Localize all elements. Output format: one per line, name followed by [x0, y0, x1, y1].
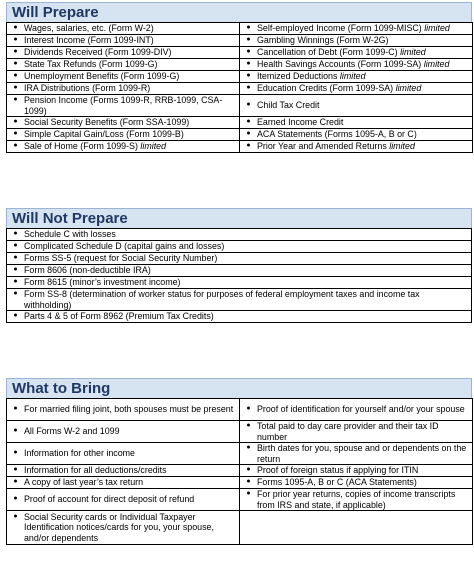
item-label: Forms 1095-A, B or C (ACA Statements)	[257, 477, 417, 488]
list-item-text	[257, 71, 470, 81]
table-row	[7, 311, 472, 323]
table-cell	[7, 311, 472, 323]
item-label: Forms SS-5 (request for Social Security Number)	[24, 253, 218, 264]
table-cell	[7, 399, 240, 421]
bullet-icon: ●	[13, 48, 18, 56]
bullet-icon: ●	[13, 449, 18, 457]
list-item-text	[24, 241, 469, 251]
table-cell	[240, 95, 473, 117]
list-item-text	[24, 448, 237, 458]
table-row	[7, 23, 473, 35]
table-row	[7, 117, 473, 129]
list-item-text	[257, 59, 470, 69]
table-cell	[240, 465, 473, 477]
table-row	[7, 59, 473, 71]
will-prepare-section	[6, 2, 472, 153]
table-row	[7, 47, 473, 59]
item-label: Information for all deductions/credits	[24, 465, 167, 476]
item-label: Wages, salaries, etc. (Form W-2)	[24, 23, 154, 34]
list-item-text	[257, 477, 470, 487]
bullet-icon: ●	[13, 84, 18, 92]
table-cell	[240, 477, 473, 489]
list-item-text	[24, 494, 237, 504]
table-cell	[7, 465, 240, 477]
table-row	[7, 443, 473, 465]
will-not-prepare-table	[6, 228, 472, 323]
list-item-text	[257, 83, 470, 93]
table-cell	[7, 289, 472, 311]
item-label: Education Credits (Form 1099-SA)	[257, 83, 394, 94]
item-label: Proof of account for direct deposit of refund	[24, 494, 195, 505]
list-item-text	[24, 289, 469, 309]
table-cell	[7, 59, 240, 71]
what-to-bring-table	[6, 398, 473, 545]
list-item-text	[24, 277, 469, 287]
bullet-icon: ●	[13, 142, 18, 150]
table-cell	[7, 141, 240, 153]
bullet-icon: ●	[13, 427, 18, 435]
list-item-text	[24, 83, 237, 93]
item-label: Child Tax Credit	[257, 100, 320, 111]
will-not-prepare-header	[6, 208, 472, 228]
item-label: Pension Income (Forms 1099-R, RRB-1099, CSA-1099)	[24, 95, 223, 116]
item-label: For married filing joint, both spouses must be present	[24, 404, 234, 415]
bullet-icon: ●	[13, 36, 18, 44]
table-cell	[7, 477, 240, 489]
table-cell	[240, 443, 473, 465]
list-item-text	[24, 229, 469, 239]
bullet-icon: ●	[13, 60, 18, 68]
table-cell	[240, 59, 473, 71]
list-item-text	[24, 59, 237, 69]
bullet-icon: ●	[13, 312, 18, 320]
bullet-icon: ●	[246, 101, 251, 109]
item-label: Simple Capital Gain/Loss (Form 1099-B)	[24, 129, 184, 140]
list-item-text	[257, 489, 470, 509]
item-label: Interest Income (Form 1099-INT)	[24, 35, 154, 46]
item-label: All Forms W-2 and 1099	[24, 426, 120, 437]
list-item-text	[24, 512, 237, 543]
table-row	[7, 95, 473, 117]
table-cell	[240, 47, 473, 59]
list-item-text	[24, 141, 237, 151]
table-cell	[240, 117, 473, 129]
item-label: Social Security cards or Individual Taxpayer Identification notices/cards for you, your spouse, and/or dependents	[24, 512, 214, 543]
table-cell	[240, 129, 473, 141]
table-cell	[7, 95, 240, 117]
table-row	[7, 129, 473, 141]
bullet-icon: ●	[246, 84, 251, 92]
limited-note: limited	[339, 71, 366, 82]
table-cell	[240, 83, 473, 95]
table-cell	[240, 399, 473, 421]
will-prepare-table	[6, 22, 473, 153]
what-to-bring-title: What to Bring	[12, 380, 111, 397]
list-item-text	[24, 477, 237, 487]
item-label: Prior Year and Amended Returns	[257, 141, 387, 152]
table-cell	[7, 241, 472, 253]
item-label: Gambling Winnings (Form W-2G)	[257, 35, 389, 46]
bullet-icon: ●	[246, 72, 251, 80]
bullet-icon: ●	[246, 60, 251, 68]
table-cell	[7, 253, 472, 265]
table-cell	[240, 489, 473, 511]
bullet-icon: ●	[13, 230, 18, 238]
table-cell	[7, 229, 472, 241]
bullet-icon: ●	[13, 495, 18, 503]
table-cell	[7, 47, 240, 59]
table-cell	[240, 23, 473, 35]
list-item-text	[24, 404, 237, 414]
will-prepare-header	[6, 2, 472, 22]
table-row	[7, 71, 473, 83]
bullet-icon: ●	[13, 278, 18, 286]
table-cell	[7, 117, 240, 129]
item-label: For prior year returns, copies of income transcripts from IRS and state, if applicable)	[257, 489, 456, 510]
list-item-text	[24, 23, 237, 33]
item-label: State Tax Refunds (Form 1099-G)	[24, 59, 158, 70]
item-label: Health Savings Accounts (Form 1099-SA)	[257, 59, 422, 70]
limited-note: limited	[400, 47, 426, 58]
item-label: ACA Statements (Forms 1095-A, B or C)	[257, 129, 417, 140]
bullet-icon: ●	[13, 254, 18, 262]
table-row	[7, 35, 473, 47]
bullet-icon: ●	[246, 466, 251, 474]
list-item-text	[24, 129, 237, 139]
item-label: Earned Income Credit	[257, 117, 344, 128]
limited-note: limited	[423, 59, 450, 70]
list-item-text	[257, 421, 470, 441]
item-label: Schedule C with losses	[24, 229, 116, 240]
bullet-icon: ●	[13, 118, 18, 126]
item-label: IRA Distributions (Form 1099-R)	[24, 83, 151, 94]
list-item-text	[257, 443, 470, 463]
item-label: Self-employed Income (Form 1099-MISC)	[257, 23, 422, 34]
will-not-prepare-section	[6, 208, 472, 323]
bullet-icon: ●	[246, 405, 251, 413]
table-cell	[7, 443, 240, 465]
table-row	[7, 241, 472, 253]
table-cell	[7, 35, 240, 47]
item-label: Information for other income	[24, 448, 135, 459]
table-row	[7, 253, 472, 265]
table-row	[7, 265, 472, 277]
table-row	[7, 83, 473, 95]
list-item-text	[257, 47, 470, 57]
table-row	[7, 511, 473, 545]
item-label: Unemployment Benefits (Form 1099-G)	[24, 71, 180, 82]
limited-note: limited	[389, 141, 415, 152]
table-row	[7, 399, 473, 421]
list-item-text	[24, 95, 237, 115]
bullet-icon: ●	[246, 24, 251, 32]
list-item-text	[24, 253, 469, 263]
table-cell	[240, 511, 473, 545]
list-item-text	[24, 265, 469, 275]
item-label: Total paid to day care provider and their tax ID number	[257, 421, 439, 442]
bullet-icon: ●	[13, 290, 18, 298]
limited-note: limited	[395, 83, 422, 94]
item-label: Complicated Schedule D (capital gains and losses)	[24, 241, 225, 252]
table-row	[7, 277, 472, 289]
table-cell	[240, 35, 473, 47]
bullet-icon: ●	[13, 266, 18, 274]
list-item-text	[257, 100, 470, 110]
item-label: Form 8606 (non-deductible IRA)	[24, 265, 151, 276]
bullet-icon: ●	[13, 96, 18, 104]
bullet-icon: ●	[246, 142, 251, 150]
item-label: Proof of foreign status if applying for ITIN	[257, 465, 419, 476]
bullet-icon: ●	[13, 513, 18, 521]
item-label: Parts 4 & 5 of Form 8962 (Premium Tax Credits)	[24, 311, 214, 322]
list-item-text	[24, 426, 237, 436]
bullet-icon: ●	[13, 72, 18, 80]
bullet-icon: ●	[246, 130, 251, 138]
table-cell	[240, 421, 473, 443]
bullet-icon: ●	[13, 24, 18, 32]
table-row	[7, 465, 473, 477]
list-item-text	[24, 117, 237, 127]
item-label: Itemized Deductions	[257, 71, 338, 82]
limited-note: limited	[140, 141, 167, 152]
item-label: Social Security Benefits (Form SSA-1099)	[24, 117, 190, 128]
what-to-bring-section	[6, 378, 472, 545]
table-cell	[7, 421, 240, 443]
list-item-text	[257, 404, 470, 414]
bullet-icon: ●	[13, 478, 18, 486]
list-item-text	[257, 129, 470, 139]
list-item-text	[24, 71, 237, 81]
item-label: Sale of Home (Form 1099-S)	[24, 141, 138, 152]
list-item-text	[24, 311, 469, 321]
table-row	[7, 229, 472, 241]
limited-note: limited	[424, 23, 450, 34]
bullet-icon: ●	[13, 405, 18, 413]
list-item-text	[257, 465, 470, 475]
table-cell	[7, 489, 240, 511]
table-cell	[240, 141, 473, 153]
list-item-text	[257, 35, 470, 45]
item-label: Cancellation of Debt (Form 1099-C)	[257, 47, 398, 58]
bullet-icon: ●	[13, 242, 18, 250]
table-cell	[240, 71, 473, 83]
item-label: Birth dates for you, spouse and or dependents on the return	[257, 443, 467, 464]
bullet-icon: ●	[246, 118, 251, 126]
table-cell	[7, 23, 240, 35]
bullet-icon: ●	[246, 48, 251, 56]
table-row	[7, 489, 473, 511]
item-label: Proof of identification for yourself and/or your spouse	[257, 404, 465, 415]
table-row	[7, 141, 473, 153]
will-prepare-title: Will Prepare	[12, 4, 99, 21]
bullet-icon: ●	[246, 422, 251, 430]
bullet-icon: ●	[246, 36, 251, 44]
table-row	[7, 477, 473, 489]
table-cell	[7, 511, 240, 545]
table-cell	[7, 265, 472, 277]
table-cell	[7, 83, 240, 95]
list-item-text	[24, 47, 237, 57]
what-to-bring-header	[6, 378, 472, 398]
list-item-text	[257, 117, 470, 127]
item-label: A copy of last year’s tax return	[24, 477, 144, 488]
table-cell	[7, 277, 472, 289]
list-item-text	[257, 23, 470, 33]
table-row	[7, 421, 473, 443]
table-cell	[7, 71, 240, 83]
table-cell	[7, 129, 240, 141]
bullet-icon: ●	[13, 130, 18, 138]
item-label: Form SS-8 (determination of worker status for purposes of federal employment taxes and income tax withholding)	[24, 289, 420, 310]
bullet-icon: ●	[13, 466, 18, 474]
bullet-icon: ●	[246, 478, 251, 486]
list-item-text	[257, 141, 470, 151]
bullet-icon: ●	[246, 490, 251, 498]
list-item-text	[24, 35, 237, 45]
will-not-prepare-title: Will Not Prepare	[12, 210, 128, 227]
list-item-text	[24, 465, 237, 475]
table-row	[7, 289, 472, 311]
item-label: Form 8615 (minor’s investment income)	[24, 277, 181, 288]
item-label: Dividends Received (Form 1099-DIV)	[24, 47, 172, 58]
bullet-icon: ●	[246, 444, 251, 452]
